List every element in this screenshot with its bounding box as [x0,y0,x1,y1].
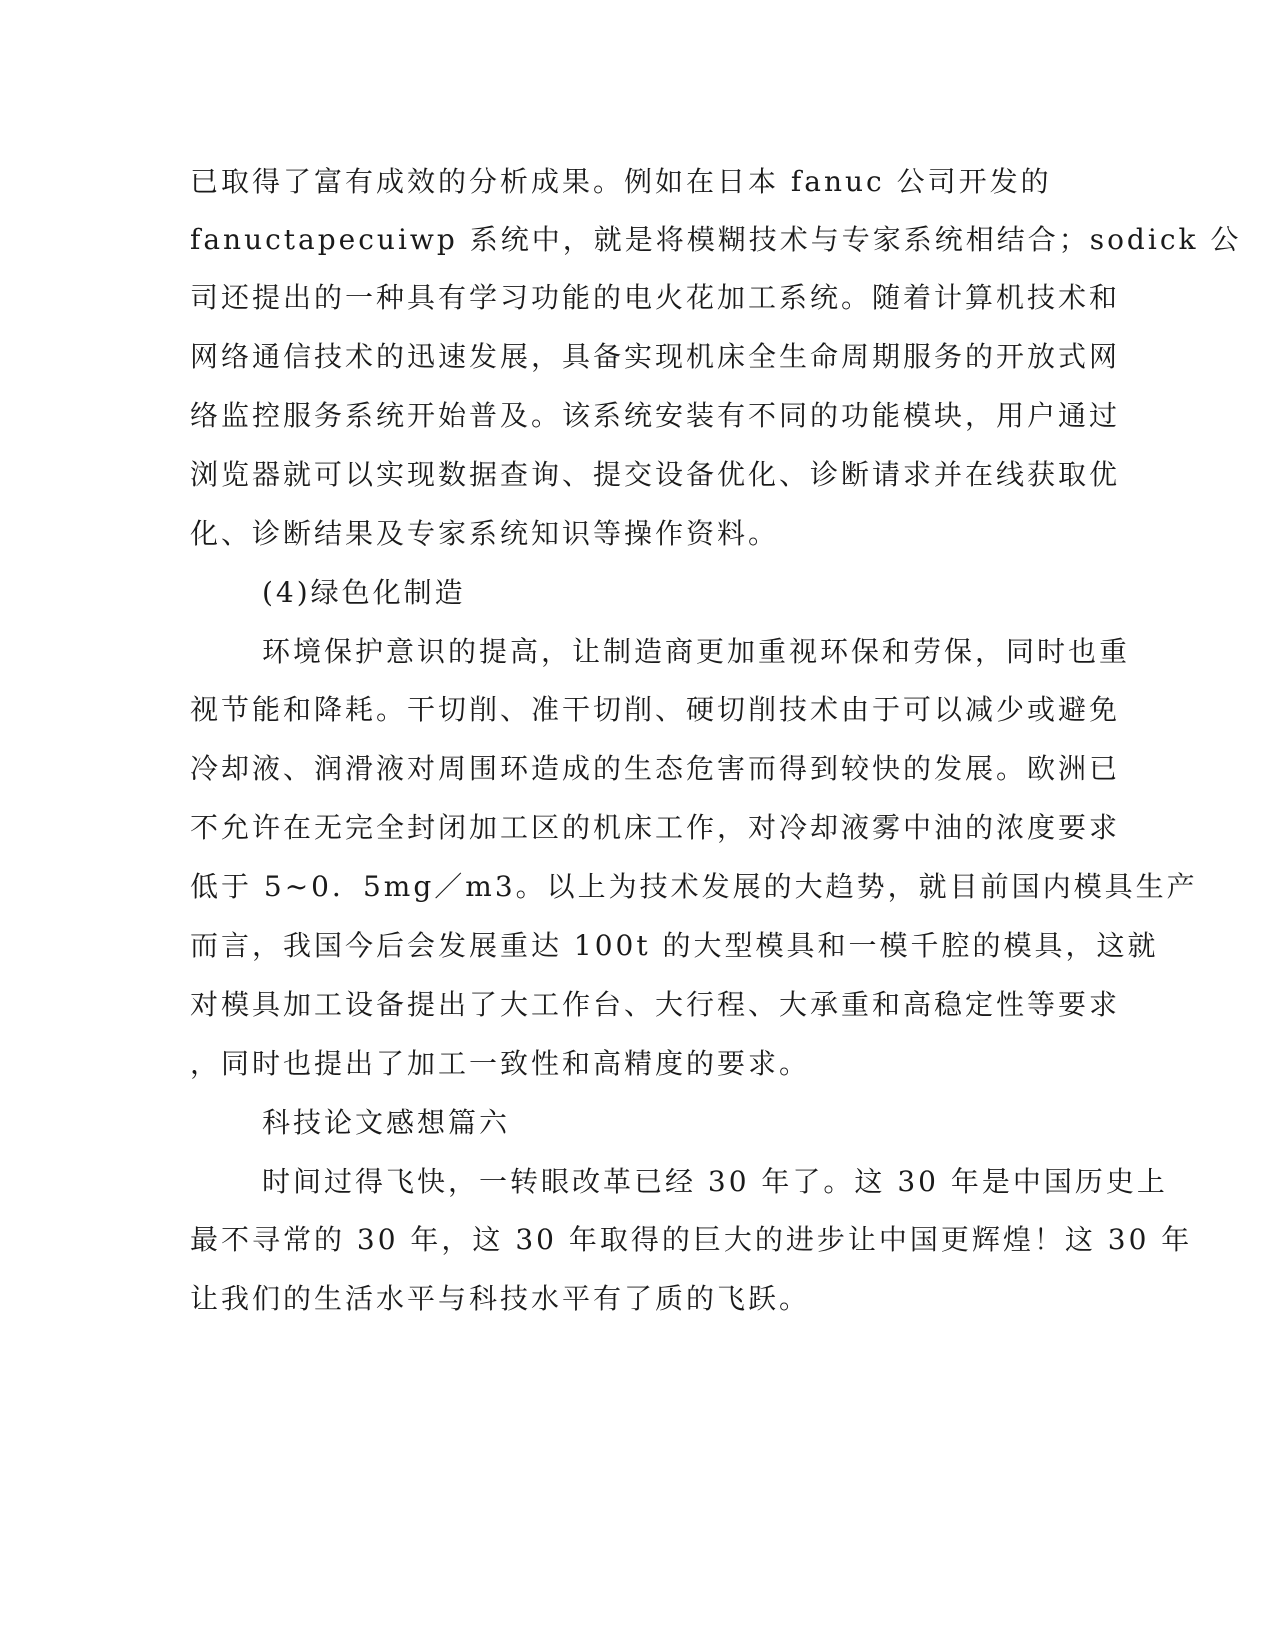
body-line-13: 低于 5~0．5mg／m3。以上为技术发展的大趋势，就目前国内模具生产 [190,870,1198,903]
article-title: 科技论文感想篇六 [262,1106,511,1139]
body-line-18: 时间过得飞快，一转眼改革已经 30 年了。这 30 年是中国历史上 [262,1165,1168,1198]
body-line-9: 环境保护意识的提高，让制造商更加重视环保和劳保，同时也重 [262,635,1131,668]
body-line-10: 视节能和降耗。干切削、准干切削、硬切削技术由于可以减少或避免 [190,693,1121,726]
body-line-12: 不允许在无完全封闭加工区的机床工作，对冷却液雾中油的浓度要求 [190,811,1121,844]
body-line-7: 化、诊断结果及专家系统知识等操作资料。 [190,517,780,550]
body-line-1: 已取得了富有成效的分析成果。例如在日本 fanuc 公司开发的 [190,165,1052,198]
body-line-3: 司还提出的一种具有学习功能的电火花加工系统。随着计算机技术和 [190,281,1121,314]
body-line-14: 而言，我国今后会发展重达 100t 的大型模具和一模千腔的模具，这就 [190,929,1159,962]
body-line-4: 网络通信技术的迅速发展，具备实现机床全生命周期服务的开放式网 [190,340,1121,373]
body-line-2: fanuctapecuiwp 系统中，就是将模糊技术与专家系统相结合；sodick 公 [190,223,1242,256]
body-line-19: 最不寻常的 30 年，这 30 年取得的巨大的进步让中国更辉煌！这 30 年 [190,1223,1193,1256]
body-line-11: 冷却液、润滑液对周围环造成的生态危害而得到较快的发展。欧洲已 [190,752,1121,785]
body-line-5: 络监控服务系统开始普及。该系统安装有不同的功能模块，用户通过 [190,399,1121,432]
body-line-20: 让我们的生活水平与科技水平有了质的飞跃。 [190,1282,811,1315]
body-line-6: 浏览器就可以实现数据查询、提交设备优化、诊断请求并在线获取优 [190,458,1121,491]
body-line-16: ，同时也提出了加工一致性和高精度的要求。 [190,1047,811,1080]
section-heading: (4)绿色化制造 [262,576,466,609]
body-line-15: 对模具加工设备提出了大工作台、大行程、大承重和高稳定性等要求 [190,988,1121,1021]
